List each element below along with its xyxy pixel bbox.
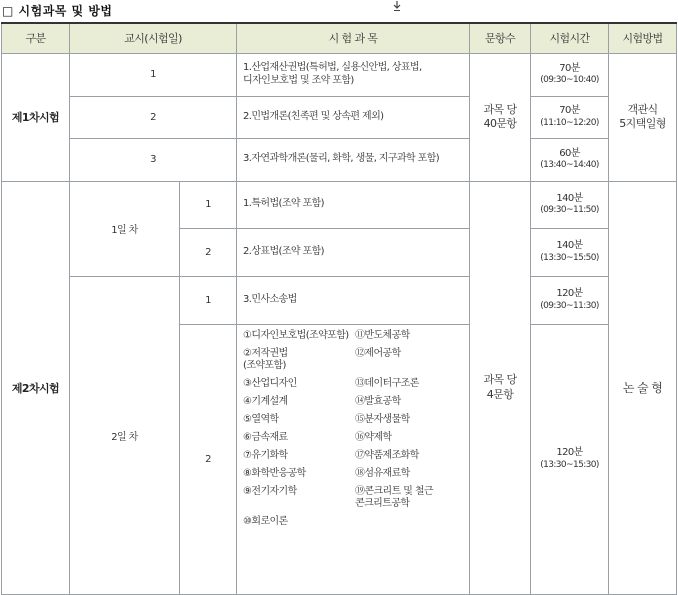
subject-cell: 1.산업재산권법(특허법, 실용신안법, 상표법, 디자인보호법 및 조약 포함) — [237, 53, 470, 96]
elective-subject-item — [355, 516, 470, 528]
time-range: (13:30~15:30) — [540, 459, 599, 470]
subject-cell: 2.상표법(조약 포함) — [237, 228, 470, 276]
elective-subject-item: ⑰약품제조화학 — [355, 449, 419, 461]
elective-subject-item: ⑫제어공학 — [355, 347, 401, 359]
time-range: (13:30~15:50) — [540, 252, 599, 263]
subject-cell: 2.민법개론(친족편 및 상속편 제외) — [237, 96, 470, 138]
time-range: (09:30~10:40) — [540, 75, 599, 86]
time-minutes: 120분 — [556, 288, 583, 300]
anchor-arrow-icon — [391, 0, 403, 12]
elective-subject-item: ⑱섬유재료학 — [355, 467, 410, 479]
time-minutes: 140분 — [556, 192, 583, 204]
time-range: (13:40~14:40) — [540, 160, 599, 171]
period-cell: 1 — [180, 181, 237, 228]
elective-subject-item: ②저작권법 (조약포함) — [243, 347, 288, 371]
subject-cell: 3.민사소송법 — [237, 276, 470, 324]
second-exam-method: 논 술 형 — [609, 181, 677, 594]
elective-subject-item: ④기계설계 — [243, 395, 288, 407]
day-label: 1일 차 — [70, 181, 180, 276]
header-questions: 문항수 — [470, 23, 531, 53]
elective-subject-item: ⑦유기화학 — [243, 449, 288, 461]
elective-subjects-cell — [237, 324, 470, 594]
elective-subject-item: ⑨전기자기학 — [243, 485, 297, 497]
header-periods: 교시(시험일) — [70, 23, 237, 53]
time-cell — [531, 138, 609, 181]
first-exam-questions: 과목 당 40문항 — [470, 53, 531, 181]
elective-subject-item: ⑥금속재료 — [243, 431, 288, 443]
header-time: 시험시간 — [531, 23, 609, 53]
second-exam-label: 제2차시험 — [2, 181, 70, 594]
time-cell — [531, 276, 609, 324]
elective-subject-item: ①디자인보호법(조약포함) — [243, 329, 349, 341]
time-cell — [531, 181, 609, 228]
time-minutes: 70분 — [559, 105, 580, 117]
header-category: 구분 — [2, 23, 70, 53]
time-minutes: 70분 — [559, 62, 580, 74]
time-minutes: 120분 — [556, 447, 583, 459]
elective-subject-item: ③산업디자인 — [243, 377, 297, 389]
elective-subject-item: ⑪반도체공학 — [355, 329, 410, 341]
elective-subject-item: ⑭발효공학 — [355, 395, 401, 407]
period-cell: 1 — [180, 276, 237, 324]
elective-subject-item: ⑬데이터구조론 — [355, 377, 419, 389]
subject-cell: 1.특허법(조약 포함) — [237, 181, 470, 228]
period-cell: 2 — [70, 96, 237, 138]
time-minutes: 60분 — [559, 147, 580, 159]
period-cell: 2 — [180, 324, 237, 594]
first-exam-method: 객관식 5지택일형 — [609, 53, 677, 181]
day-label: 2일 차 — [70, 276, 180, 594]
elective-subject-item: ⑤열역학 — [243, 413, 279, 425]
table-row — [2, 181, 677, 228]
time-minutes: 140분 — [556, 240, 583, 252]
elective-subject-item: ⑮분자생물학 — [355, 413, 410, 425]
elective-subject-item: ⑩회로이론 — [243, 515, 288, 527]
period-cell: 2 — [180, 228, 237, 276]
elective-subject-item: ⑲콘크리트 및 철근 콘크리트공학 — [355, 485, 433, 509]
period-cell: 3 — [70, 138, 237, 181]
elective-subject-item: ⑯약제학 — [355, 431, 392, 443]
table-row — [2, 96, 677, 138]
subject-cell: 3.자연과학개론(물리, 화학, 생물, 지구과학 포함) — [237, 138, 470, 181]
time-cell — [531, 96, 609, 138]
header-subjects: 시 험 과 목 — [237, 23, 470, 53]
table-row — [2, 53, 677, 96]
table-row — [2, 276, 677, 324]
exam-table — [1, 22, 677, 595]
second-exam-questions: 과목 당 4문항 — [470, 181, 531, 594]
time-range: (11:10~12:20) — [540, 117, 599, 128]
table-row — [2, 138, 677, 181]
time-cell — [531, 228, 609, 276]
header-row — [2, 23, 677, 53]
time-range: (09:30~11:50) — [540, 205, 599, 216]
time-cell — [531, 53, 609, 96]
section-title: □ 시험과목 및 방법 — [2, 4, 113, 18]
elective-subject-list — [237, 325, 469, 531]
time-range: (09:30~11:30) — [540, 300, 599, 311]
period-cell: 1 — [70, 53, 237, 96]
time-cell — [531, 324, 609, 594]
elective-subject-item: ⑧화학반응공학 — [243, 467, 306, 479]
first-exam-label: 제1차시험 — [2, 53, 70, 181]
header-method: 시험방법 — [609, 23, 677, 53]
